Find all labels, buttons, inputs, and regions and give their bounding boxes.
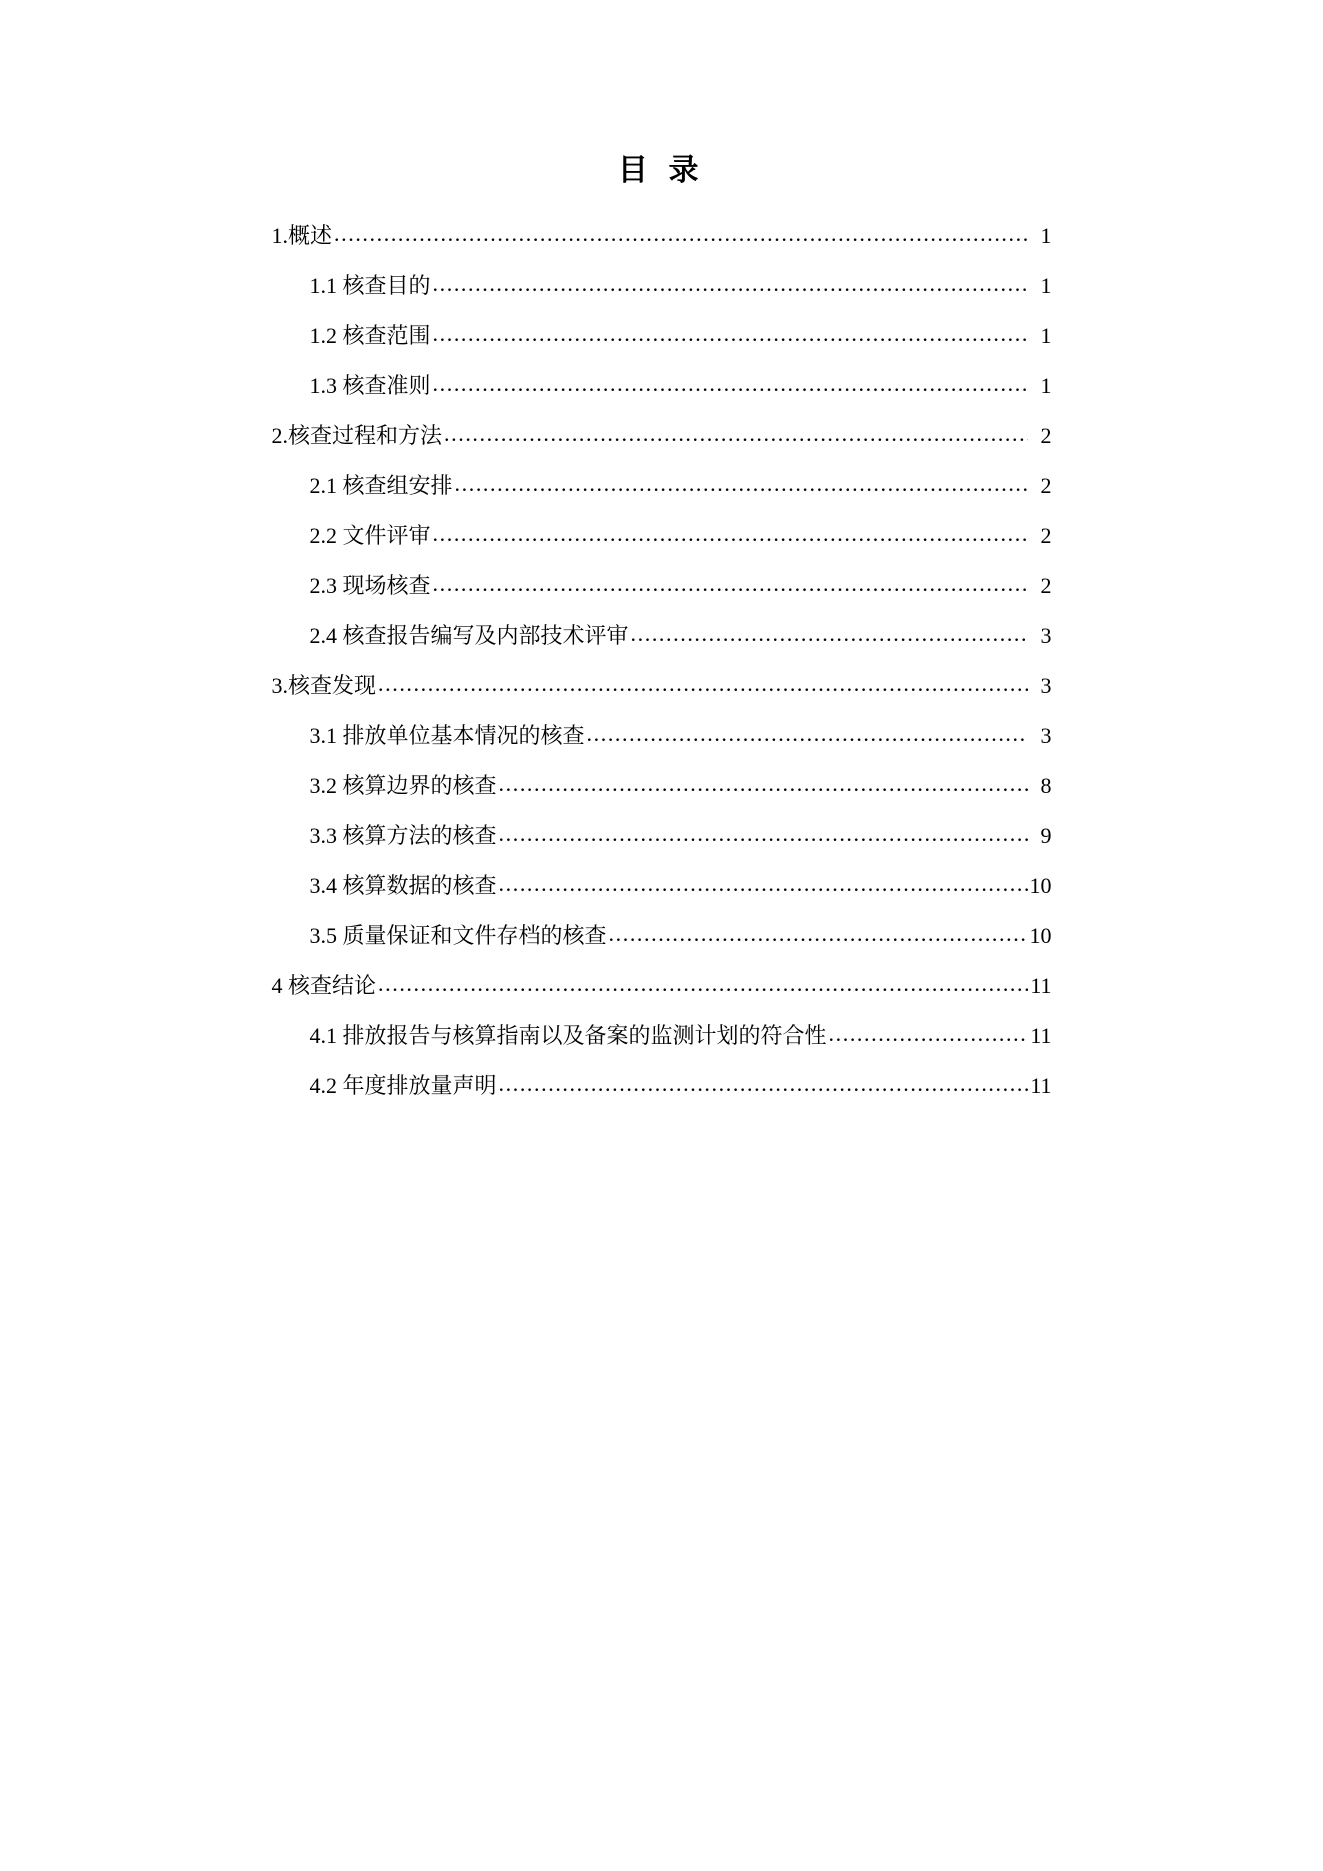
toc-leader-dots [499, 825, 1028, 847]
toc-entry[interactable] [272, 875, 1052, 897]
toc-entry-label: 1.2 核查范围 [309, 323, 431, 348]
toc-entry-page: 11 [1030, 1023, 1052, 1048]
toc-entry[interactable] [272, 775, 1052, 797]
toc-entry-label: 4.2 年度排放量声明 [309, 1073, 497, 1098]
toc-entry[interactable] [272, 1025, 1052, 1047]
toc-leader-dots [455, 475, 1028, 497]
toc-leader-dots [499, 875, 1028, 897]
toc-entry-page: 10 [1029, 873, 1052, 898]
toc-entry-page: 1 [1040, 223, 1052, 248]
toc-entry-label: 2.2 文件评审 [309, 523, 431, 548]
toc-entry-page: 11 [1030, 1073, 1052, 1098]
toc-entry-label: 4.1 排放报告与核算指南以及备案的监测计划的符合性 [309, 1023, 827, 1048]
toc-entry[interactable] [272, 625, 1052, 647]
toc-entry[interactable] [272, 275, 1052, 297]
toc-entry-page: 10 [1029, 923, 1052, 948]
toc-entry-label: 3.3 核算方法的核查 [309, 823, 497, 848]
toc-leader-dots [334, 225, 1027, 247]
toc-entry-page: 3 [1040, 623, 1052, 648]
toc-entry-label: 3.2 核算边界的核查 [309, 773, 497, 798]
page-title: 目 录 [617, 154, 706, 187]
toc-entry-label: 3.1 排放单位基本情况的核查 [309, 723, 585, 748]
toc-leader-dots [499, 1075, 1028, 1097]
toc-entry-page: 2 [1040, 473, 1052, 498]
toc-entry-page: 1 [1040, 373, 1052, 398]
toc-entry-page: 2 [1040, 523, 1052, 548]
toc-leader-dots [433, 575, 1028, 597]
toc-entry[interactable] [272, 1075, 1052, 1097]
toc-leader-dots [433, 375, 1028, 397]
toc-entry[interactable] [272, 675, 1052, 697]
toc-entry-label: 3.4 核算数据的核查 [309, 873, 497, 898]
toc-entry-label: 2.3 现场核查 [309, 573, 431, 598]
toc-entry[interactable] [272, 375, 1052, 397]
toc-leader-dots [444, 425, 1027, 447]
toc-entry[interactable] [272, 225, 1052, 247]
toc-entry-page: 1 [1040, 273, 1052, 298]
toc-entry-label: 3.核查发现 [271, 673, 377, 698]
toc-entry-label: 2.4 核查报告编写及内部技术评审 [309, 623, 629, 648]
toc-entry[interactable] [272, 575, 1052, 597]
toc-entry-label: 4 核查结论 [271, 973, 377, 998]
toc-entry[interactable] [272, 825, 1052, 847]
toc-leader-dots [433, 275, 1028, 297]
toc-entry-page: 3 [1040, 723, 1052, 748]
table-of-contents [272, 225, 1052, 1097]
toc-entry-page: 2 [1040, 423, 1052, 448]
toc-entry-label: 2.核查过程和方法 [271, 423, 443, 448]
toc-entry-label: 1.1 核查目的 [309, 273, 431, 298]
toc-entry-page: 11 [1030, 973, 1052, 998]
toc-leader-dots [433, 525, 1028, 547]
toc-entry[interactable] [272, 725, 1052, 747]
toc-leader-dots [378, 675, 1027, 697]
toc-leader-dots [829, 1025, 1028, 1047]
toc-leader-dots [378, 975, 1027, 997]
toc-leader-dots [433, 325, 1028, 347]
toc-entry-page: 3 [1040, 673, 1052, 698]
toc-entry[interactable] [272, 325, 1052, 347]
toc-leader-dots [609, 925, 1028, 947]
toc-entry-page: 2 [1040, 573, 1052, 598]
toc-entry-page: 9 [1040, 823, 1052, 848]
toc-entry[interactable] [272, 975, 1052, 997]
toc-entry-page: 8 [1040, 773, 1052, 798]
toc-leader-dots [631, 625, 1028, 647]
toc-entry[interactable] [272, 925, 1052, 947]
toc-entry-page: 1 [1040, 323, 1052, 348]
toc-entry[interactable] [272, 425, 1052, 447]
toc-entry[interactable] [272, 475, 1052, 497]
toc-entry-label: 2.1 核查组安排 [309, 473, 453, 498]
toc-entry[interactable] [272, 525, 1052, 547]
toc-leader-dots [499, 775, 1028, 797]
toc-entry-label: 3.5 质量保证和文件存档的核查 [309, 923, 607, 948]
toc-leader-dots [587, 725, 1028, 747]
toc-entry-label: 1.概述 [271, 223, 333, 248]
toc-entry-label: 1.3 核查准则 [309, 373, 431, 398]
